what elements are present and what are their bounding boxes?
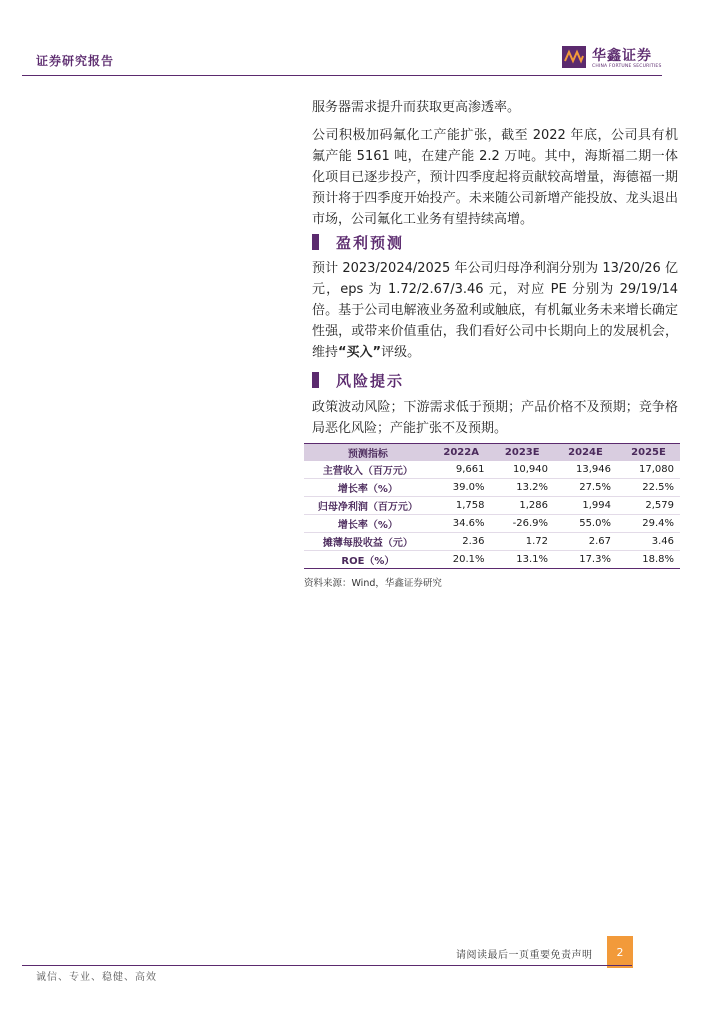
table-cell: 13,946 <box>554 461 617 479</box>
paragraph-2: 公司积极加码氟化工产能扩张，截至 2022 年底，公司具有机氟产能 5161 吨，在建产能 2.2 万吨。其中，海斯福二期一体化项目已逐步投产，预计四季度起将贡献较高增量，海德福一期预计将于四季度开始投产。未来随公司新增产能投放、龙头退出市场，公司氟化工业务有望持续高增。 <box>312 128 678 227</box>
paragraph-4-block <box>312 397 678 439</box>
table-cell: 2,579 <box>617 497 680 515</box>
report-type-label: 证券研究报告 <box>36 54 115 68</box>
logo-subtext: CHINA FORTUNE SECURITIES <box>592 64 662 69</box>
table-cell: 1.72 <box>491 533 555 551</box>
paragraph-4: 政策波动风险；下游需求低于预期；产品价格不及预期；竞争格局恶化风险；产能扩张不及预期。 <box>312 400 678 436</box>
table-row <box>304 497 680 515</box>
company-logo <box>562 44 672 72</box>
section-marker-icon <box>312 234 319 250</box>
table-cell: 3.46 <box>617 533 680 551</box>
logo-mark-icon <box>562 46 586 68</box>
table-cell: 13.1% <box>491 551 555 569</box>
table-cell: 39.0% <box>432 479 491 497</box>
paragraph-2-block <box>312 125 678 230</box>
table-cell: 1,994 <box>554 497 617 515</box>
section-heading-forecast <box>312 232 404 252</box>
table-cell: 2.67 <box>554 533 617 551</box>
table-header-cell: 2022A <box>432 444 491 462</box>
forecast-table <box>304 443 680 569</box>
table-row <box>304 515 680 533</box>
footer-divider <box>22 965 632 966</box>
row-label: 摊薄每股收益（元） <box>304 533 432 551</box>
table-cell: 29.4% <box>617 515 680 533</box>
paragraph-3-block <box>312 258 678 363</box>
table-cell: 17,080 <box>617 461 680 479</box>
row-label: 归母净利润（百万元） <box>304 497 432 515</box>
paragraph-3-text: 预计 2023/2024/2025 年公司归母净利润分别为 13/20/26 亿元，eps 为 1.72/2.67/3.46 元，对应 PE 分别为 29/19/14 倍。基于公司电解液业务盈利或触底，有机氟业务未来增长确定性强，或带来价值重估，我们看好公司中长期向上的发展机会，维持 <box>312 261 678 360</box>
table-cell: -26.9% <box>491 515 555 533</box>
table-cell: 34.6% <box>432 515 491 533</box>
table-cell: 10,940 <box>491 461 555 479</box>
table-header-cell: 预测指标 <box>304 444 432 462</box>
disclaimer-note: 请阅读最后一页重要免责声明 <box>456 950 593 961</box>
row-label: 主营收入（百万元） <box>304 461 432 479</box>
table-row <box>304 551 680 569</box>
row-label: 增长率（%） <box>304 479 432 497</box>
footer-motto: 诚信、专业、稳健、高效 <box>36 972 157 983</box>
table-source-note: 资料来源：Wind，华鑫证券研究 <box>304 578 442 589</box>
table-cell: 27.5% <box>554 479 617 497</box>
table-header-row <box>304 444 680 462</box>
table-cell: 13.2% <box>491 479 555 497</box>
table-cell: 20.1% <box>432 551 491 569</box>
table-cell: 22.5% <box>617 479 680 497</box>
page-number: 2 <box>607 936 633 968</box>
section-title-forecast: 盈利预测 <box>336 233 405 252</box>
paragraph-1-block <box>312 97 678 118</box>
paragraph-3-end: 评级。 <box>381 345 421 360</box>
table-cell: 9,661 <box>432 461 491 479</box>
paragraph-1: 服务器需求提升而获取更高渗透率。 <box>312 100 521 115</box>
row-label: 增长率（%） <box>304 515 432 533</box>
table-cell: 17.3% <box>554 551 617 569</box>
section-heading-risk <box>312 370 404 390</box>
table-row <box>304 533 680 551</box>
table-cell: 55.0% <box>554 515 617 533</box>
table-header-cell: 2025E <box>617 444 680 462</box>
rating-text: “买入” <box>338 345 382 360</box>
table-header-cell: 2023E <box>491 444 555 462</box>
header-divider <box>22 75 662 76</box>
table-cell: 18.8% <box>617 551 680 569</box>
logo-text: 华鑫证券 <box>592 48 652 64</box>
table-cell: 1,286 <box>491 497 555 515</box>
table-cell: 1,758 <box>432 497 491 515</box>
paragraph-3 <box>312 258 678 363</box>
table-row <box>304 479 680 497</box>
table-header-cell: 2024E <box>554 444 617 462</box>
section-marker-icon <box>312 372 319 388</box>
section-title-risk: 风险提示 <box>336 371 405 390</box>
table-row <box>304 461 680 479</box>
row-label: ROE（%） <box>304 551 432 569</box>
table-cell: 2.36 <box>432 533 491 551</box>
